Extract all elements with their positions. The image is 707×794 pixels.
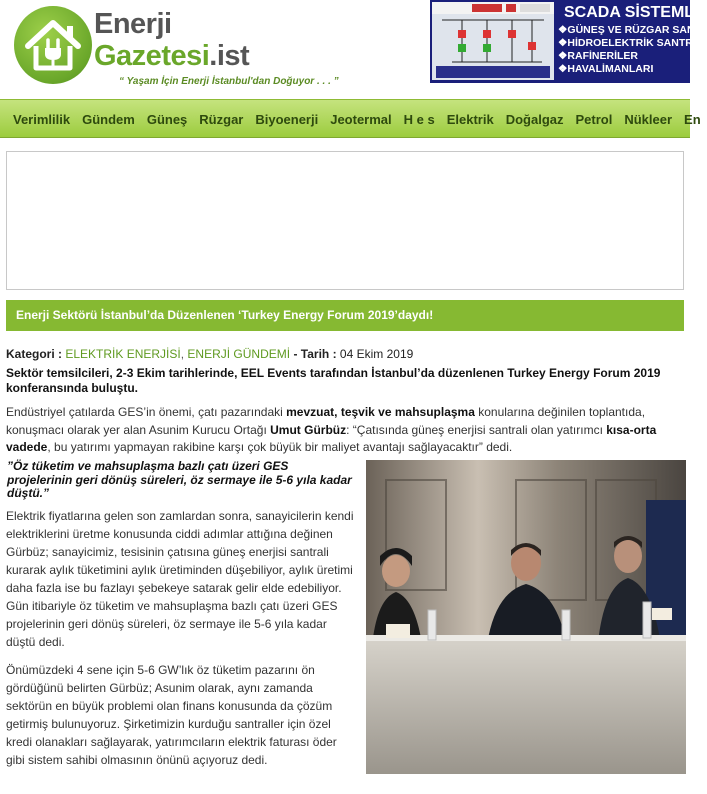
nav-item-en[interactable]: En bbox=[684, 112, 701, 127]
article-title-bar bbox=[6, 300, 684, 331]
banner-title: SCADA SİSTEMLE bbox=[564, 4, 705, 21]
article-date: 04 Ekim 2019 bbox=[339, 347, 414, 361]
category-separator: , bbox=[180, 347, 185, 361]
site-logo[interactable] bbox=[14, 4, 344, 94]
intro-text: , bu yatırımı yapmayan rakibine karşı çok büyük bir maliyet avantajı sağlayacaktır” dedi. bbox=[47, 440, 513, 454]
logo-text-suffix: .ist bbox=[209, 40, 250, 72]
scada-diagram-image bbox=[432, 2, 554, 80]
banner-list-item: ❖ GÜNEŞ VE RÜZGAR SANT bbox=[558, 24, 701, 37]
site-slogan: “ Yaşam İçin Enerji İstanbul'dan Doğuyor . . . ” bbox=[119, 76, 339, 87]
main-nav bbox=[0, 99, 701, 138]
logo-text-main: Gazetesi bbox=[94, 40, 210, 72]
intro-text: Endüstriyel çatılarda GES’in önemi, çatı pazarındaki bbox=[6, 405, 287, 419]
banner-list bbox=[558, 24, 701, 76]
logo-text-line2 bbox=[94, 40, 249, 73]
category-link-enerji-gundemi[interactable]: ENERJİ GÜNDEMİ bbox=[187, 347, 291, 361]
banner-list-item: ❖ RAFİNERİLER bbox=[558, 50, 701, 63]
banner-list-item: ❖ HİDROELEKTRİK SANTR bbox=[558, 37, 701, 50]
nav-item-elektrik[interactable]: Elektrik bbox=[446, 112, 494, 127]
nav-item-biyoenerji[interactable]: Biyoenerji bbox=[255, 112, 319, 127]
pull-quote: ”Öz tüketim ve mahsuplaşma bazlı çatı üzeri GES projelerinin geri dönüş süreleri, öz sermaye ile 5-6 yıla kadar düştü.” bbox=[7, 459, 352, 500]
date-label: Tarih : bbox=[300, 347, 337, 361]
intro-text: : “Çatısında güneş enerjisi santrali olan yatırımcı bbox=[346, 422, 607, 437]
category-label: Kategori : bbox=[6, 347, 63, 361]
article-paragraph: Önümüzdeki 4 sene için 5-6 GW’lık öz tüketim pazarını ön gördüğünü belirten Gürbüz; Asunim olarak, aynı zamanda sektörün en büyük problemi olan finans konusunda da çözüm getirmiş bulunuyoruz. Şirketimizin kurduğu santraller için özel kredi olanakları sağlayarak, yatırımcıların elektrik faturası öder gibi sistem sahibi olmasının önünü açıyoruz dedi. bbox=[6, 663, 337, 767]
article-intro bbox=[6, 404, 686, 457]
nav-item-jeotermal[interactable]: Jeotermal bbox=[330, 112, 392, 127]
site-header bbox=[0, 0, 705, 97]
nav-item-gundem[interactable]: Gündem bbox=[82, 112, 135, 127]
intro-bold: kısa-orta vadede bbox=[6, 422, 657, 454]
speaker-name: Umut Gürbüz bbox=[270, 422, 347, 437]
banner-list-item: ❖ HAVALİMANLARI bbox=[558, 63, 701, 76]
article-title: Enerji Sektörü İstanbul’da Düzenlenen ‘Turkey Energy Forum 2019’daydı! bbox=[16, 308, 434, 322]
nav-item-ruzgar[interactable]: Rüzgar bbox=[199, 112, 244, 127]
panel-photo bbox=[366, 460, 686, 774]
nav-item-gunes[interactable]: Güneş bbox=[146, 112, 188, 127]
scada-ad-banner[interactable] bbox=[430, 0, 705, 83]
ad-placeholder bbox=[6, 151, 684, 290]
article-meta bbox=[6, 347, 413, 361]
nav-item-verimlilik[interactable]: Verimlilik bbox=[13, 112, 71, 127]
house-plug-logo-icon bbox=[14, 6, 92, 84]
category-link-elektrik-enerjisi[interactable]: ELEKTRİK ENERJİSİ bbox=[65, 347, 181, 361]
intro-bold: mevzuat, teşvik ve mahsuplaşma bbox=[286, 405, 475, 419]
meta-dash: - bbox=[293, 347, 298, 361]
article-paragraph: Elektrik fiyatlarına gelen son zamlardan sonra, sanayicilerin kendi elektriklerini üretme konusunda ciddi adımlar attığına değinen Gürbüz; sanayicimiz, tesisinin çatısına güneş enerjisi santrali kurarak aylık tüketimini aylık üretiminden düşebiliyor, aylık üretimi daha fazla ise bu fazlayı şebekeye satarak gelir elde edebiliyor. Gün itibariyle öz tüketim ve mahsuplaşma bazlı çatı üzeri GES projelerinin geri dönüş süreleri, öz sermaye ile 5-6 yıla kadar düştü dedi. bbox=[6, 509, 354, 649]
nav-item-hes[interactable]: H e s bbox=[403, 112, 435, 127]
nav-item-petrol[interactable]: Petrol bbox=[575, 112, 613, 127]
article-lead: Sektör temsilcileri, 2-3 Ekim tarihlerinde, EEL Events tarafından İstanbul’da düzenlenen Turkey Energy Forum 2019 konferansında buluştu. bbox=[6, 366, 661, 395]
nav-item-dogalgaz[interactable]: Doğalgaz bbox=[505, 112, 564, 127]
logo-text-line1: Enerji bbox=[94, 8, 172, 40]
intro-text: konularına değinilen toplantıda, konuşmacı olarak yer alan Asunim Kurucu Ortağı bbox=[6, 405, 646, 437]
nav-item-nukleer[interactable]: Nükleer bbox=[624, 112, 673, 127]
